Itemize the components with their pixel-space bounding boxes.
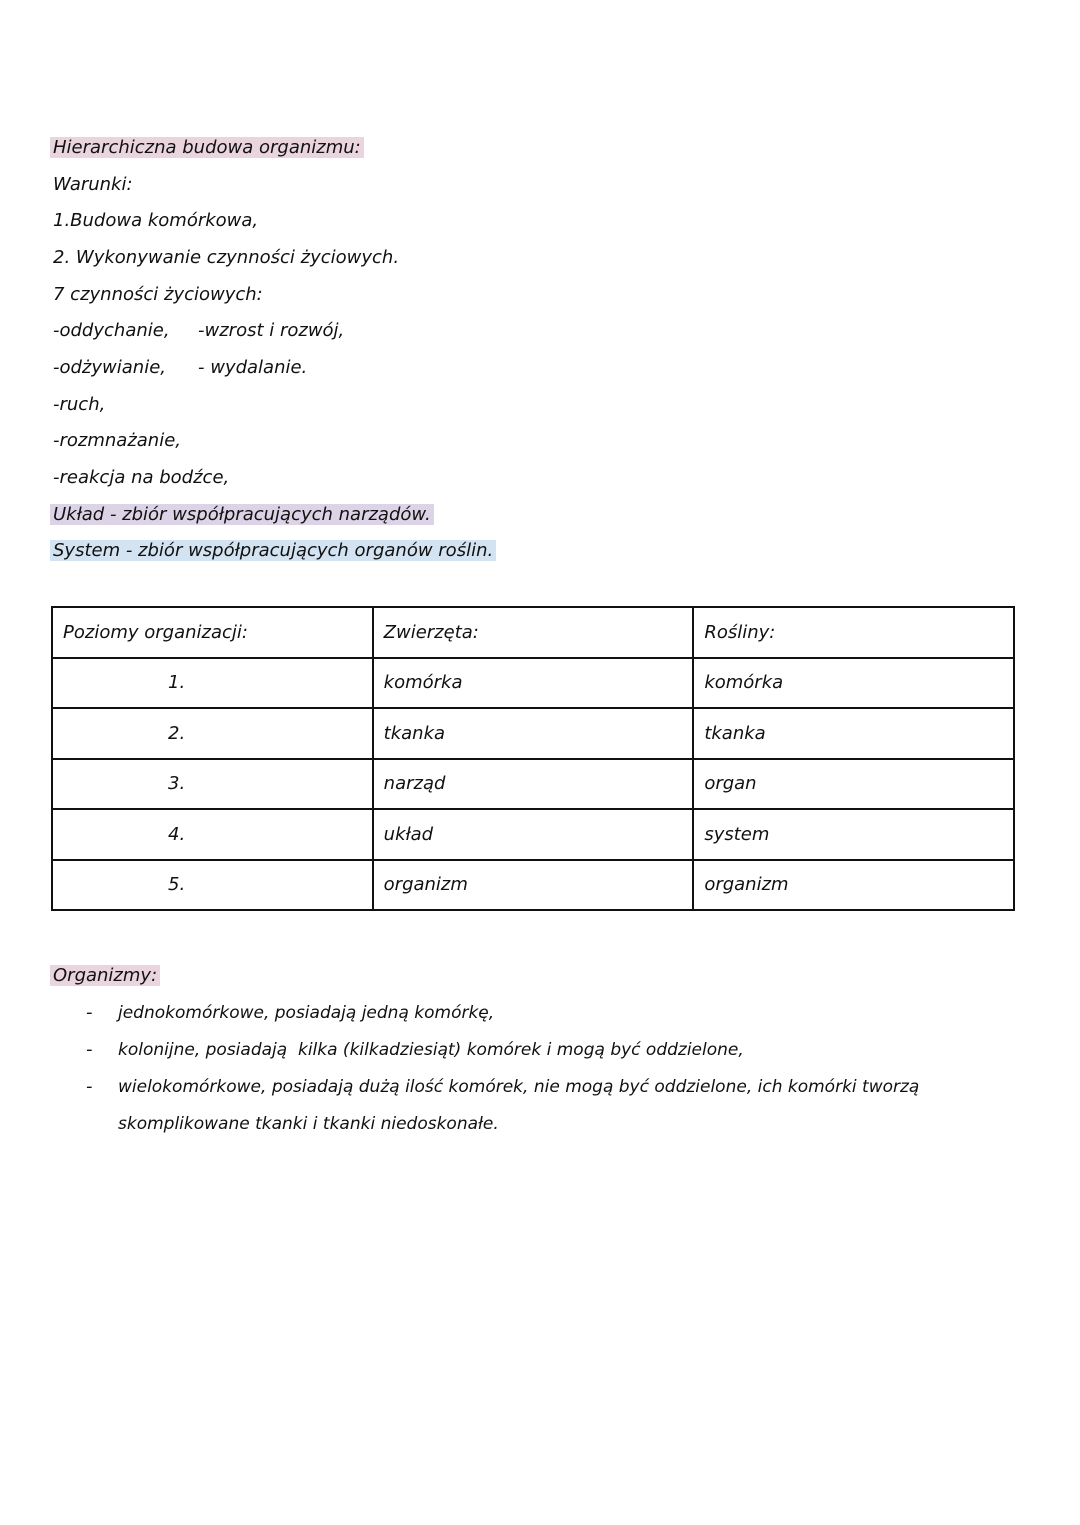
definition-system (53, 536, 496, 566)
list-item: wielokomórkowe, posiadają dużą ilość komórek, nie mogą być oddzielone, ich komórki tworzą (118, 1077, 920, 1097)
table-cell: organ (693, 759, 1014, 810)
life-function: -reakcja na bodźce, (53, 467, 230, 488)
definition-uklad-text: Układ - zbiór współpracujących narządów. (50, 504, 434, 525)
conditions-heading: Warunki: (53, 174, 133, 195)
table-header: Rośliny: (693, 607, 1014, 658)
table-cell: 4. (52, 809, 373, 860)
table-cell: układ (373, 809, 694, 860)
definition-system-text: System - zbiór współpracujących organów roślin. (50, 540, 496, 561)
life-function: -ruch, (53, 394, 106, 415)
title-text: Hierarchiczna budowa organizmu: (50, 137, 364, 158)
table-cell: 3. (52, 759, 373, 810)
table-cell: tkanka (693, 708, 1014, 759)
bullet-dash: - (86, 1039, 93, 1060)
table-cell: organizm (373, 860, 694, 911)
list-item: jednokomórkowe, posiadają jedną komórkę, (118, 1003, 495, 1023)
table-cell: organizm (693, 860, 1014, 911)
list-item-continuation: skomplikowane tkanki i tkanki niedoskonałe. (118, 1114, 499, 1134)
organisms-heading (53, 961, 160, 991)
table-header-row (52, 607, 1014, 658)
organisms-heading-text: Organizmy: (50, 965, 160, 986)
table-cell: 5. (52, 860, 373, 911)
table-row (52, 809, 1014, 860)
table-row (52, 759, 1014, 810)
life-function: -oddychanie, (53, 320, 170, 341)
list-item: kolonijne, posiadają kilka (kilkadziesiąt) komórek i mogą być oddzielone, (118, 1040, 744, 1060)
bullet-dash: - (86, 1002, 93, 1023)
definition-uklad (53, 500, 434, 530)
table-header: Poziomy organizacji: (52, 607, 373, 658)
life-function: -rozmnażanie, (53, 430, 182, 451)
life-function: -wzrost i rozwój, (198, 320, 345, 341)
bullet-dash: - (86, 1076, 93, 1097)
page-title (53, 133, 364, 163)
table-cell: narząd (373, 759, 694, 810)
condition-2: 2. Wykonywanie czynności życiowych. (53, 247, 400, 268)
organization-levels-table (51, 606, 1015, 911)
table-cell: system (693, 809, 1014, 860)
table-cell: 1. (52, 658, 373, 709)
table-cell: komórka (693, 658, 1014, 709)
table-cell: 2. (52, 708, 373, 759)
table-row (52, 708, 1014, 759)
life-function: -odżywianie, (53, 357, 166, 378)
table-row (52, 658, 1014, 709)
life-function: - wydalanie. (198, 357, 308, 378)
condition-1: 1.Budowa komórkowa, (53, 210, 259, 231)
table-row (52, 860, 1014, 911)
table-cell: komórka (373, 658, 694, 709)
table-cell: tkanka (373, 708, 694, 759)
table-header: Zwierzęta: (373, 607, 694, 658)
life-functions-heading: 7 czynności życiowych: (53, 284, 263, 305)
